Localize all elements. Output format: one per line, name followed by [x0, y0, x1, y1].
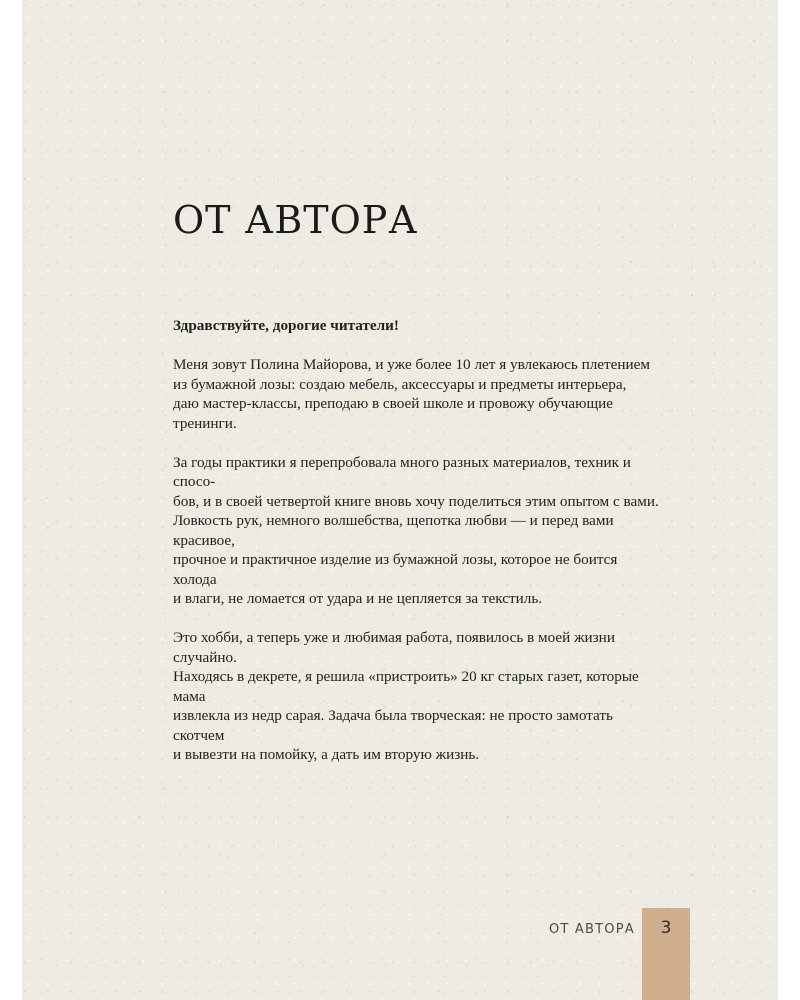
greeting: Здравствуйте, дорогие читатели!: [173, 317, 399, 334]
paper-page: [22, 0, 778, 1000]
footer-section-label: ОТ АВТОРА: [549, 922, 635, 937]
paragraph-2: За годы практики я перепробовала много разных материалов, техник и спосо- бов, и в своей четвертой книге вновь хочу поделиться этим опытом с вами. Ловкость рук, немного волшебства, щепотка любви — и перед вами красивое, прочное и практичное изделие из бумажной лозы, которое не боится холода и влаги, не ломается от удара и не цепляется за текстиль.: [173, 453, 659, 607]
page-number-tab: [642, 908, 690, 1000]
paragraph-1: Меня зовут Полина Майорова, и уже более 10 лет я увлекаюсь плетением из бумажной лозы: создаю мебель, аксессуары и предметы интерьера, даю мастер-классы, преподаю в своей школе и провожу обучающие тренинги.: [173, 356, 650, 432]
page-number: 3: [660, 918, 672, 938]
page-title: ОТ АВТОРА: [173, 198, 419, 242]
paragraph-3: Это хобби, а теперь уже и любимая работа, появилось в моей жизни случайно. Находясь в декрете, я решила «пристроить» 20 кг старых газет, которые мама извлекла из недр сарая. Задача была творческая: не просто замотать скотчем и вывезти на помойку, а дать им вторую жизнь.: [173, 629, 639, 763]
body-text: [173, 316, 663, 784]
